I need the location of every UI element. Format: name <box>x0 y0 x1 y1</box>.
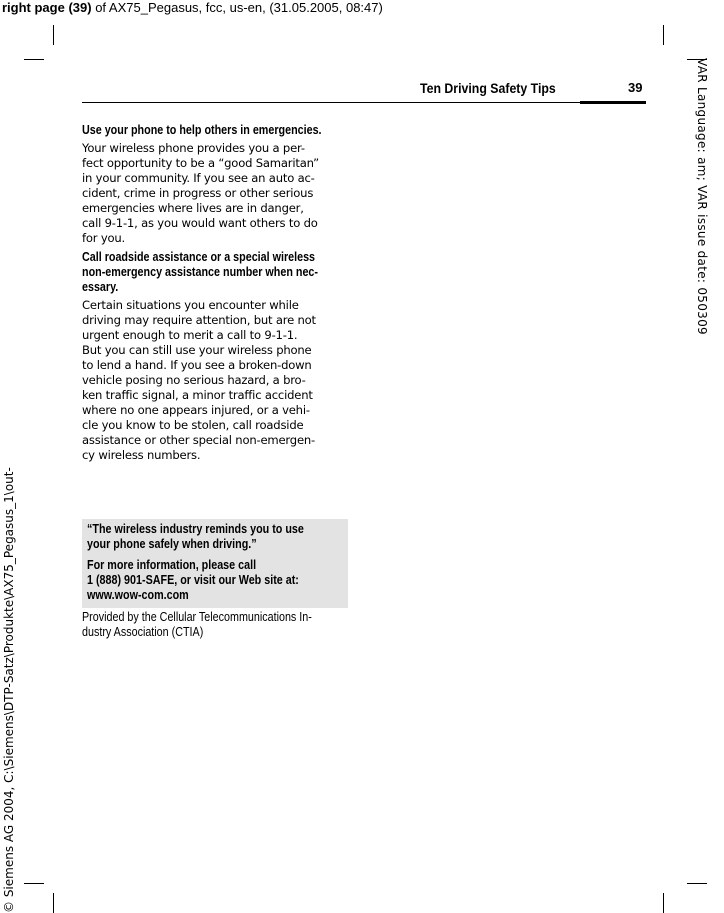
section-heading: Call roadside assistance or a special wireless non-emergency assistance number when nec- essary. <box>82 250 318 294</box>
print-header-details: of AX75_Pegasus, fcc, us-en, (31.05.2005, 08:47) <box>91 0 383 15</box>
section-body: Certain situations you encounter while driving may require attention, but are not urgent enough to merit a call to 9-1-1. But you can still use your wireless phone to lend a hand. If you see a broken-down vehicle posing no serious hazard, a bro- ken traffic signal, a minor traffic accident where no one appears injured, or a vehi- cle you know to be stolen, call roadside assistance or other special non-emergen- cy wireless numbers. <box>82 298 316 462</box>
section-heading: Use your phone to help others in emergencies. <box>82 123 322 137</box>
source-credit: Provided by the Cellular Telecommunications In- dustry Association (CTIA) <box>82 610 312 639</box>
print-header <box>2 0 383 15</box>
side-margin-note-right: VAR Language: am; VAR issue date: 050309 <box>695 58 709 335</box>
crop-mark <box>663 893 664 913</box>
notice-box <box>82 519 348 608</box>
notice-quote: “The wireless industry reminds you to use your phone safely when driving.” <box>87 522 304 551</box>
crop-mark <box>24 883 44 884</box>
crop-mark <box>53 25 54 45</box>
page-title: Ten Driving Safety Tips <box>420 80 556 96</box>
crop-mark <box>687 883 707 884</box>
title-rule-accent <box>580 101 646 104</box>
section-body: Your wireless phone provides you a per- fect opportunity to be a “good Samaritan” in your community. If you see an auto ac- cident, crime in progress or other serious emergencies where lives are in danger, call 9-1-1, as you would want others to do for you. <box>82 141 319 245</box>
print-header-page: right page (39) <box>2 0 92 15</box>
crop-mark <box>663 25 664 45</box>
main-content <box>82 123 348 467</box>
crop-mark <box>24 59 44 60</box>
page-number: 39 <box>628 80 643 95</box>
title-rule <box>82 102 646 103</box>
side-margin-note-left: © Siemens AG 2004, C:\Siemens\DTP-Satz\Produkte\AX75_Pegasus_1\out- <box>2 467 16 913</box>
crop-mark <box>53 893 54 913</box>
notice-info: For more information, please call 1 (888) 901-SAFE, or visit our Web site at: www.wow-com.com <box>87 558 299 602</box>
